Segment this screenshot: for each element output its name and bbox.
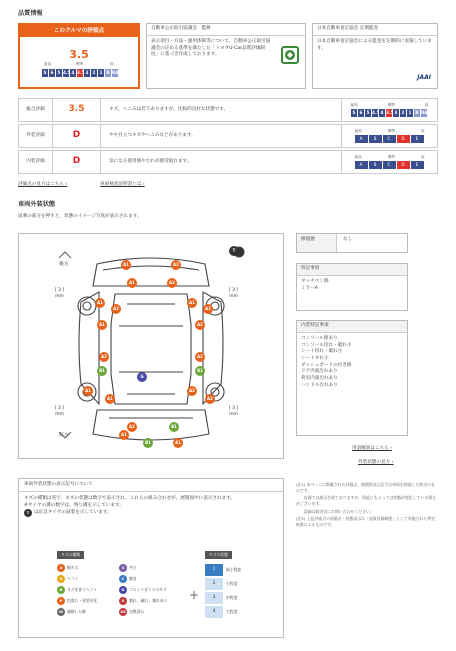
kind-item (119, 574, 189, 585)
eval-text: やや目立つキズやへこみなどがあります。 (109, 132, 196, 138)
damage-badge[interactable]: A1 (105, 394, 115, 404)
scale-cell: 5 (365, 109, 372, 117)
exterior-view-link[interactable]: 外装状態の見方 › (358, 460, 394, 465)
kind-code: W (57, 608, 65, 616)
kind-label: キズを伴うヘコミ (67, 587, 98, 593)
repair-history-value: なし (343, 237, 353, 242)
org-box (146, 23, 306, 89)
kind-label: サビ (129, 565, 137, 571)
damage-badge[interactable]: A2 (187, 386, 197, 396)
rating-box (18, 23, 140, 89)
damage-badge[interactable]: A1 (97, 320, 107, 330)
damage-badge[interactable]: A1 (187, 298, 197, 308)
kind-code: U (57, 575, 65, 583)
state-label: 小程度 (226, 580, 238, 586)
scale-cell: S (351, 109, 358, 117)
kind-code: G (119, 586, 127, 594)
special-notes-list (297, 276, 407, 295)
repair-history-box (296, 233, 408, 253)
damage-badge[interactable]: B1 (97, 366, 107, 376)
note-line: 詳細は販売店にお問い合わせください。 (296, 508, 374, 514)
state-item (205, 591, 241, 605)
damage-badge[interactable]: A1 (83, 386, 93, 396)
grade-cell: A (355, 135, 369, 143)
eval-grade: 3.5 (53, 99, 101, 121)
interior-notes-box (296, 320, 408, 436)
org-box-title: 自動車公正取引協議会 監修 (147, 24, 305, 36)
fair-trade-logo (281, 46, 299, 64)
damage-badge[interactable]: A2 (127, 422, 137, 432)
damage-badge[interactable]: A2 (195, 320, 205, 330)
damage-badge[interactable]: A2 (99, 352, 109, 362)
interior-note-item: コンソール擦あり (301, 336, 338, 341)
kind-code: A (57, 564, 65, 572)
kinds-head: キズの種類 (57, 551, 84, 559)
kind-code: X (119, 597, 127, 605)
eval-view-link[interactable]: 評価点の見方はこちら › (18, 182, 68, 187)
kind-label: フロントガラスのキズ (129, 587, 167, 593)
cert-link[interactable]: 車両検査証明書とは › (100, 182, 145, 187)
aaai-text: 日本自動車査定協会による監査を定期的に実施しています。 (317, 39, 432, 51)
damage-badge[interactable]: A2 (203, 304, 213, 314)
scale-cell: 1 (407, 109, 414, 117)
state-number: 3 (205, 592, 223, 604)
scale-label-best: 最高 (354, 129, 362, 134)
scale-label-standard: 標準 (387, 155, 395, 160)
special-notes-head: 特記事項 (297, 264, 407, 276)
kind-label: 割れ、破れ、割れあり (129, 598, 168, 604)
special-note-item: タッチペン跡 (301, 279, 329, 284)
state-number: 4 (205, 606, 223, 618)
scale-cell: 6 (49, 69, 56, 77)
state-number: 2 (205, 578, 223, 590)
scale-label-best: 最高 (44, 62, 52, 66)
grade-cell: C (383, 161, 397, 169)
scale-label-standard: 標準 (387, 103, 395, 108)
kind-label: 腐食 (129, 576, 137, 582)
tire-depth-rl: [ 3 ] mm (55, 288, 65, 300)
damage-badge[interactable]: B1 (143, 438, 153, 448)
damage-badge[interactable]: T (229, 246, 239, 256)
grade-cell: D (397, 135, 411, 143)
grade-cell: A (355, 161, 369, 169)
scale-cell: 6 (358, 109, 365, 117)
state-label: 大程度 (226, 608, 238, 614)
kind-item (57, 574, 119, 585)
special-notes-box (296, 263, 408, 311)
spare-tire-icon: T (24, 509, 32, 517)
scale-cell: 2 (91, 69, 98, 77)
notes (296, 482, 438, 530)
legend-title: 車両外装状態の表示記号について (19, 479, 283, 492)
scale-cell: R (414, 109, 421, 117)
grade-cell: B (369, 161, 383, 169)
legend-line2: ※タイヤの溝の数字は、残り溝を示しています。 (24, 502, 124, 508)
interior-note-item: ドア内張汚れあり (301, 369, 338, 375)
eval-scale (341, 99, 437, 121)
eval-label: 外装評価 (19, 125, 53, 147)
interior-note-item: ダッシュボードの付き跡 (301, 362, 352, 368)
scale-cell: 4.5 (63, 70, 71, 75)
damage-badge[interactable]: A1 (121, 260, 131, 270)
kind-item (57, 596, 119, 607)
note-line: (注1) 本ページに掲載された評価点、展開図表示記号は車両を検査した時点のものです。 (296, 482, 435, 493)
interior-note-item: コンソール切れ・破れ小 (301, 342, 352, 348)
jaai-logo: JAAI (417, 74, 431, 82)
interior-notes-list (297, 333, 407, 392)
legend-line3 (19, 509, 283, 517)
scale-cell: 4.5 (372, 109, 380, 115)
interior-note-item: シート切れ・破れ小 (301, 349, 343, 355)
tire-depth-fl: [ 3 ] mm (55, 406, 65, 418)
eval-label: 総合評価 (19, 99, 53, 121)
kind-code: P (57, 597, 65, 605)
scale-label-standard: 標準 (76, 62, 84, 66)
state-label: 極小程度 (226, 566, 242, 572)
kind-item (119, 607, 189, 618)
eval-row-exterior (18, 124, 438, 148)
eval-text: キズ、へこみは若干ありますが、比較的良好な状態です。 (109, 106, 229, 112)
grade-cell: C (383, 135, 397, 143)
tire-depth-fr: [ 3 ] mm (229, 406, 239, 418)
tire-depth-rr: [ 3 ] mm (229, 288, 239, 300)
kind-label: ヘコミ (67, 576, 79, 582)
damage-badge[interactable]: A2 (171, 260, 181, 270)
note-line: (注2) 上記評価点の評価点・状態表示は「品質評価制度」として実施された判定結果によるものです。 (296, 516, 436, 527)
exterior-subtitle: 試乗の部分を押すと、状態のイメージ写真が表示されます。 (18, 214, 142, 219)
eval-row-interior (18, 150, 438, 174)
kind-item (119, 563, 189, 574)
org-box-text: 表示項目・方法・運用体制等について、自動車公正取引協議会の定める基準を満たした「トヨタU-Car品質評価制度」に基づき作成しております。 (151, 39, 271, 58)
damage-badge[interactable]: A1 (119, 430, 129, 440)
damage-badge[interactable]: A1 (127, 278, 137, 288)
scale-label-low: 低 (420, 129, 425, 134)
score-scale (42, 69, 119, 77)
kind-label: 色落ち・塗装劣化 (67, 598, 98, 604)
kind-item (57, 563, 119, 574)
scale-cell: 3 (84, 69, 91, 77)
exterior-section-title: 車両外装状態 (18, 201, 56, 208)
state-item (205, 577, 241, 591)
kind-label: 補修した跡 (67, 609, 86, 615)
kind-item (57, 585, 119, 596)
damage-badge[interactable]: A1 (95, 298, 105, 308)
damage-badge[interactable]: G (137, 372, 147, 382)
scale-label-standard: 標準 (387, 129, 395, 134)
scale-cell: 3 (393, 109, 400, 117)
scale-label-low: 低 (420, 155, 425, 160)
interior-note-item: ハンドル汚れあり (301, 382, 338, 388)
kind-label: 交換済み (129, 609, 145, 615)
damage-badge[interactable]: A1 (173, 438, 183, 448)
kind-item (119, 585, 189, 596)
rating-header: このクルマの評価点 (20, 25, 138, 37)
eval-grade: D (53, 151, 101, 173)
damage-badge[interactable]: A2 (195, 352, 205, 362)
scale-label-low: 低 (424, 103, 429, 108)
eval-grade: D (53, 125, 101, 147)
kind-item (57, 607, 119, 618)
kind-code: XX (120, 610, 126, 615)
kind-label: 線キズ (67, 565, 79, 571)
damage-badge[interactable]: B1 (169, 422, 179, 432)
scale-cell: S (42, 69, 49, 77)
kind-code: B (57, 586, 65, 594)
damage-badge[interactable]: A2 (205, 394, 215, 404)
scale-cell: 3.5 (386, 109, 394, 115)
grade-cell: D (397, 161, 411, 169)
scale-label-low: 低 (110, 62, 114, 66)
eval-label: 内装評価 (19, 151, 53, 173)
scale-cell: RA (112, 70, 119, 75)
glossary-link[interactable]: 用語解説はこちら › (352, 446, 393, 451)
scale-cell: 4 (379, 109, 386, 117)
eval-abcde (341, 125, 437, 147)
scale-cell: R (105, 69, 112, 77)
eval-abcde (341, 151, 437, 173)
note-line: 店頭では展示を経ておりますが、保証にもよっては状態が変化している場合がございます。 (296, 495, 437, 506)
state-number: 1 (205, 564, 223, 576)
damage-badge[interactable]: A2 (167, 278, 177, 288)
quality-section-title: 品質情報 (18, 10, 43, 17)
legend-line3-text: は応急タイヤの試着を示しています。 (34, 509, 112, 515)
damage-badge[interactable]: A2 (111, 304, 121, 314)
grade-cell: E (411, 135, 425, 143)
damage-badge[interactable]: B1 (195, 366, 205, 376)
kind-code: S (119, 564, 127, 572)
rear-label: 後方 (59, 262, 69, 267)
front-label: 前方 (59, 433, 69, 438)
interior-note-item: シートギれ小 (301, 355, 329, 361)
legend-line1: キズの種類は英字、キズの状態は数字で表示され、これらの組み合わせが、展開図中に表示されます。 (24, 496, 236, 501)
scale-label-best: 最高 (350, 103, 358, 108)
state-item (205, 605, 241, 619)
plus-sign: + (189, 588, 200, 602)
kind-code: C (119, 575, 127, 583)
scale-cell: 3.5 (77, 70, 85, 75)
aaai-title: 日本自動車査定協会 定期監査 (313, 24, 437, 36)
repair-history-label: 修復歴 (297, 234, 337, 252)
interior-notes-head: 内装特記事項 (297, 321, 407, 333)
eval-text: 気になる使用感やたれが感受取れます。 (109, 158, 192, 164)
eval-row-overall (18, 98, 438, 122)
scale-cell: RA (421, 109, 428, 115)
states-legend (205, 551, 241, 619)
scale-label-best: 最高 (354, 155, 362, 160)
car-diagram-box (18, 233, 284, 459)
grade-cell: B (369, 135, 383, 143)
scale-cell: 4 (70, 69, 77, 77)
aaai-box (312, 23, 438, 89)
grade-cell: E (411, 161, 425, 169)
kind-item (119, 596, 189, 607)
scale-cell: 1 (98, 69, 105, 77)
states-head: キズの状態 (205, 551, 232, 559)
state-label: 中程度 (226, 594, 238, 600)
interior-note-item: 荷室内張汚れあり (301, 375, 338, 381)
scale-cell: 2 (400, 109, 407, 117)
legend-box (18, 478, 284, 638)
kinds-legend (57, 551, 189, 618)
scale-cell: 5 (56, 69, 63, 77)
special-note-item: ミラーA (301, 285, 318, 291)
state-item (205, 563, 241, 577)
overall-score: 3.5 (69, 48, 89, 61)
